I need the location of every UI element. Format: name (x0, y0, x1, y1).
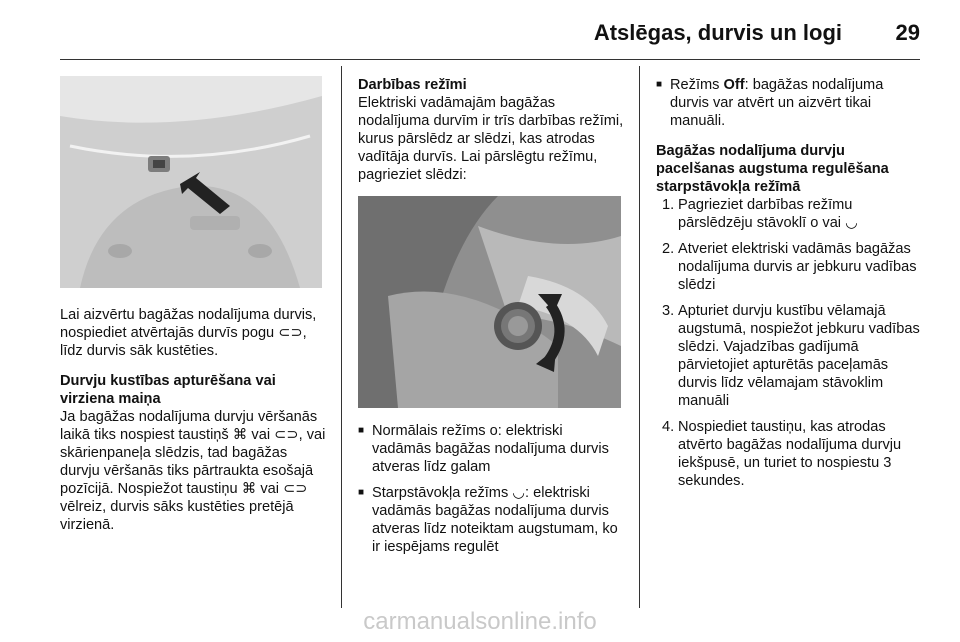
step-number: 1. (662, 197, 675, 213)
heading-stop-change-direction: Durvju kustības apturēšana vai virziena maiņa (60, 373, 276, 407)
paragraph-operating-modes: Elektriski vadāmajām bagāžas nodalījuma durvīm ir trīs darbības režīmi, kurus pārslēdz ar slēdzi, kas atrodas vadītāja durvīs. Lai pārslēgtu režīmu, pagrieziet slēdzi: (358, 95, 624, 183)
column-divider-2 (639, 66, 640, 608)
step-number: 3. (662, 303, 675, 319)
figure-trunk-button (60, 76, 322, 288)
list-item (656, 418, 922, 490)
step-number: 4. (662, 419, 675, 435)
figure-mode-switch (358, 196, 621, 408)
off-label: Off (723, 77, 745, 93)
column-2 (358, 76, 624, 564)
list-item (656, 240, 922, 294)
off-mode-bullet (656, 76, 922, 130)
modes-bullet-list (358, 422, 624, 556)
step-number: 2. (662, 241, 675, 257)
list-item (656, 196, 922, 232)
page-number: 29 (895, 20, 920, 45)
step-text: Apturiet durvju kustību vēlamajā augstumā, nospiežot jebkuru vadības slēdzi. Vajadzības gadījumā pārvietojiet apturētās paceļamās durvis līdz vēlamajam stāvoklim manuāli (678, 303, 920, 409)
list-item: ■ Normālais režīms o: elektriski vadāmās bagāžas nodalījuma durvis atveras līdz galam (358, 422, 624, 476)
header-rule (60, 59, 920, 60)
heading-operating-modes: Darbības režīmi (358, 77, 467, 93)
page-title: Atslēgas, durvis un logi (593, 20, 842, 45)
column-divider-1 (341, 66, 342, 608)
paragraph-stop-change-direction: Ja bagāžas nodalījuma durvju vēršanās laikā tiks nospiest taustiņš ⌘ vai ⊂⊃, vai skārienpaneļa slēdzis, tad bagāžas durvju vēršanās tiks pārtraukta esošajā pozīcijā. Nospiežot taustiņu ⌘ vai ⊂⊃ vēlreiz, durvis sāks kustēties pretējā virzienā. (60, 409, 326, 533)
list-item: ■ Starpstāvokļa režīms ◡: elektriski vadāmās bagāžas nodalījuma durvis atveras līdz noteiktam augstumam, ko ir iespējams regulēt (358, 484, 624, 556)
heading-height-adjust: Bagāžas nodalījuma durvju pacelšanas augstuma regulēšana starpstāvokļa režīmā (656, 143, 889, 195)
page-header (0, 0, 960, 60)
off-prefix: Režīms (670, 77, 724, 93)
step-text: Pagrieziet darbības režīmu pārslēdzēju stāvoklī o vai ◡ (678, 197, 858, 231)
list-item (656, 76, 922, 130)
step-text: Atveriet elektriski vadāmās bagāžas nodalījuma durvis ar jebkuru vadības slēdzi (678, 241, 917, 293)
paragraph-close-doors: Lai aizvērtu bagāžas nodalījuma durvis, nospiediet atvērtajās durvīs pogu ⊂⊃, līdz durvis sāk kustēties. (60, 307, 317, 359)
trunk-button-illustration (60, 76, 322, 288)
off-rest: : bagāžas nodalījuma durvis var atvērt un aizvērt tikai manuāli. (670, 77, 884, 129)
list-item (656, 302, 922, 410)
watermark: carmanualsonline.info (363, 608, 597, 635)
column-3 (656, 76, 922, 498)
mode-switch-illustration (358, 196, 621, 408)
step-text: Nospiediet taustiņu, kas atrodas atvērto bagāžas nodalījuma durvju iekšpusē, un turiet to nospiestu 3 sekundes. (678, 419, 902, 489)
column-1 (60, 76, 328, 546)
steps-list (656, 196, 922, 490)
